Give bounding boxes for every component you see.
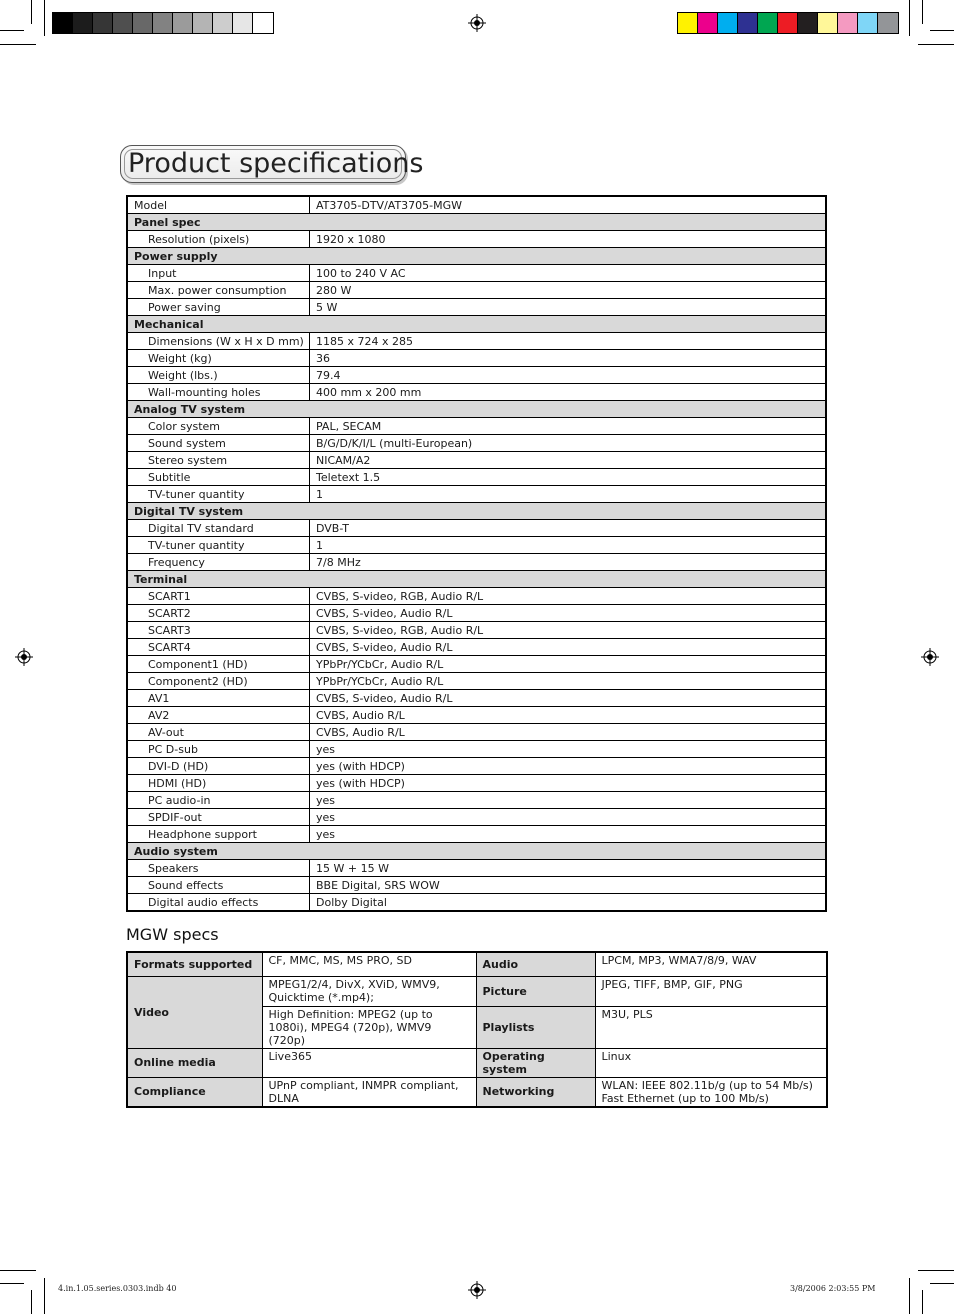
table-row: [127, 299, 826, 316]
spec-value: 400 mm x 200 mm: [310, 384, 827, 401]
spec-label: PC audio-in: [127, 792, 310, 809]
section-header-row: [127, 401, 826, 418]
registration-mark-icon: [468, 14, 486, 32]
table-row: [127, 724, 826, 741]
networking-label: Networking: [476, 1077, 595, 1107]
gray-swatch: [253, 13, 273, 33]
spec-label: Wall-mounting holes: [127, 384, 310, 401]
formats-value: CF, MMC, MS, MS PRO, SD: [262, 952, 476, 976]
registration-mark-icon: [468, 1281, 486, 1299]
crop-mark: [0, 30, 24, 31]
spec-label: Component2 (HD): [127, 673, 310, 690]
table-row: [127, 469, 826, 486]
spec-value: NICAM/A2: [310, 452, 827, 469]
color-swatch: [778, 13, 798, 33]
spec-label: Sound system: [127, 435, 310, 452]
page-title: Product specifications: [128, 148, 424, 179]
crop-mark: [930, 30, 954, 31]
grayscale-bar: [52, 12, 274, 34]
networking-value-line: WLAN: IEEE 802.11b/g (up to 54 Mb/s): [601, 1078, 813, 1092]
crop-mark: [31, 1290, 32, 1314]
table-row: [127, 367, 826, 384]
spec-value: yes: [310, 809, 827, 826]
video-label: Video: [127, 976, 262, 1048]
color-swatch: [738, 13, 758, 33]
gray-swatch: [193, 13, 213, 33]
table-row: [127, 639, 826, 656]
section-header-row: [127, 248, 826, 265]
crop-mark: [31, 0, 32, 24]
spec-value: 5 W: [310, 299, 827, 316]
gray-swatch: [153, 13, 173, 33]
spec-label: SPDIF-out: [127, 809, 310, 826]
spec-value: yes (with HDCP): [310, 775, 827, 792]
section-header: Panel spec: [127, 214, 826, 231]
spec-value: 1: [310, 486, 827, 503]
table-row: [127, 952, 827, 976]
spec-value: YPbPr/YCbCr, Audio R/L: [310, 656, 827, 673]
registration-mark-icon: [15, 648, 33, 666]
section-header-row: [127, 316, 826, 333]
table-row: [127, 265, 826, 282]
table-row: [127, 588, 826, 605]
spec-label: Weight (kg): [127, 350, 310, 367]
table-row: [127, 1048, 827, 1077]
spec-value: CVBS, S-video, RGB, Audio R/L: [310, 588, 827, 605]
table-row: [127, 196, 826, 214]
crop-mark: [0, 1283, 24, 1284]
footer-file: 4.in.1.05.series.0303.indb 40: [58, 1284, 177, 1293]
spec-value: 100 to 240 V AC: [310, 265, 827, 282]
color-swatch: [758, 13, 778, 33]
spec-label: HDMI (HD): [127, 775, 310, 792]
compliance-label: Compliance: [127, 1077, 262, 1107]
table-row: [127, 537, 826, 554]
spec-value: 15 W + 15 W: [310, 860, 827, 877]
spec-label: SCART3: [127, 622, 310, 639]
spec-label: Headphone support: [127, 826, 310, 843]
registration-mark-icon: [921, 648, 939, 666]
crop-mark: [0, 1270, 36, 1271]
footer-timestamp: 3/8/2006 2:03:55 PM: [790, 1284, 876, 1293]
audio-value: LPCM, MP3, WMA7/8/9, WAV: [595, 952, 827, 976]
spec-value: CVBS, S-video, RGB, Audio R/L: [310, 622, 827, 639]
spec-value: 1185 x 724 x 285: [310, 333, 827, 350]
spec-label: AV1: [127, 690, 310, 707]
spec-value: BBE Digital, SRS WOW: [310, 877, 827, 894]
table-row: [127, 775, 826, 792]
crop-mark: [930, 1283, 954, 1284]
networking-value: [595, 1077, 827, 1107]
spec-value: CVBS, Audio R/L: [310, 724, 827, 741]
spec-value: 1: [310, 537, 827, 554]
color-swatch: [698, 13, 718, 33]
spec-label: Digital TV standard: [127, 520, 310, 537]
spec-value: yes: [310, 741, 827, 758]
color-swatch: [798, 13, 818, 33]
section-header: Audio system: [127, 843, 826, 860]
color-swatch: [858, 13, 878, 33]
table-row: [127, 673, 826, 690]
section-header-row: [127, 571, 826, 588]
playlists-value: M3U, PLS: [595, 1006, 827, 1048]
spec-value: yes (with HDCP): [310, 758, 827, 775]
spec-label: Color system: [127, 418, 310, 435]
table-row: [127, 894, 826, 912]
spec-label: Resolution (pixels): [127, 231, 310, 248]
crop-mark: [918, 1270, 954, 1271]
spec-label: Stereo system: [127, 452, 310, 469]
section-header-row: [127, 503, 826, 520]
mgw-heading: MGW specs: [126, 925, 219, 944]
table-row: [127, 282, 826, 299]
spec-value: 36: [310, 350, 827, 367]
spec-label: SCART1: [127, 588, 310, 605]
crop-mark: [922, 0, 923, 24]
color-swatch: [818, 13, 838, 33]
spec-value: 1920 x 1080: [310, 231, 827, 248]
networking-value-line: Fast Ethernet (up to 100 Mb/s): [601, 1091, 769, 1105]
section-header: Power supply: [127, 248, 826, 265]
table-row: [127, 605, 826, 622]
spec-value: Teletext 1.5: [310, 469, 827, 486]
spec-label: Model: [127, 196, 310, 214]
spec-value: YPbPr/YCbCr, Audio R/L: [310, 673, 827, 690]
os-label: Operating system: [476, 1048, 595, 1077]
spec-label: Subtitle: [127, 469, 310, 486]
playlists-label: Playlists: [476, 1006, 595, 1048]
table-row: [127, 792, 826, 809]
spec-label: Power saving: [127, 299, 310, 316]
table-row: [127, 758, 826, 775]
table-row: [127, 707, 826, 724]
crop-mark: [44, 0, 45, 36]
spec-value: 7/8 MHz: [310, 554, 827, 571]
gray-swatch: [233, 13, 253, 33]
spec-value: CVBS, S-video, Audio R/L: [310, 605, 827, 622]
spec-label: SCART2: [127, 605, 310, 622]
table-row: [127, 826, 826, 843]
spec-label: PC D-sub: [127, 741, 310, 758]
table-row: [127, 520, 826, 537]
spec-label: Input: [127, 265, 310, 282]
spec-label: Dimensions (W x H x D mm): [127, 333, 310, 350]
section-header: Terminal: [127, 571, 826, 588]
crop-mark: [918, 44, 954, 45]
spec-label: Max. power consumption: [127, 282, 310, 299]
spec-value: 79.4: [310, 367, 827, 384]
crop-mark: [0, 44, 36, 45]
spec-label: Digital audio effects: [127, 894, 310, 912]
gray-swatch: [93, 13, 113, 33]
table-row: [127, 976, 827, 1006]
color-bar: [677, 12, 899, 34]
spec-value: CVBS, S-video, Audio R/L: [310, 690, 827, 707]
table-row: [127, 384, 826, 401]
online-value: Live365: [262, 1048, 476, 1077]
gray-swatch: [173, 13, 193, 33]
crop-mark: [922, 1290, 923, 1314]
table-row: [127, 350, 826, 367]
picture-label: Picture: [476, 976, 595, 1006]
spec-value: yes: [310, 826, 827, 843]
crop-mark: [44, 1278, 45, 1314]
table-row: [127, 877, 826, 894]
table-row: [127, 1077, 827, 1107]
table-row: [127, 231, 826, 248]
formats-label: Formats supported: [127, 952, 262, 976]
table-row: [127, 860, 826, 877]
gray-swatch: [73, 13, 93, 33]
spec-value: PAL, SECAM: [310, 418, 827, 435]
spec-label: Component1 (HD): [127, 656, 310, 673]
audio-label: Audio: [476, 952, 595, 976]
picture-value: JPEG, TIFF, BMP, GIF, PNG: [595, 976, 827, 1006]
spec-label: SCART4: [127, 639, 310, 656]
table-row: [127, 809, 826, 826]
gray-swatch: [213, 13, 233, 33]
spec-label: Sound effects: [127, 877, 310, 894]
gray-swatch: [133, 13, 153, 33]
compliance-value: UPnP compliant, INMPR compliant, DLNA: [262, 1077, 476, 1107]
spec-label: TV-tuner quantity: [127, 486, 310, 503]
table-row: [127, 486, 826, 503]
table-row: [127, 690, 826, 707]
spec-label: TV-tuner quantity: [127, 537, 310, 554]
crop-mark: [909, 1278, 910, 1314]
color-swatch: [678, 13, 698, 33]
os-value: Linux: [595, 1048, 827, 1077]
mgw-table: [126, 951, 828, 1108]
section-header: Mechanical: [127, 316, 826, 333]
spec-label: Weight (lbs.): [127, 367, 310, 384]
gray-swatch: [53, 13, 73, 33]
spec-label: Frequency: [127, 554, 310, 571]
spec-value: CVBS, Audio R/L: [310, 707, 827, 724]
spec-label: Speakers: [127, 860, 310, 877]
spec-label: AV2: [127, 707, 310, 724]
spec-value: AT3705-DTV/AT3705-MGW: [310, 196, 827, 214]
table-row: [127, 333, 826, 350]
spec-value: 280 W: [310, 282, 827, 299]
spec-value: DVB-T: [310, 520, 827, 537]
section-header: Digital TV system: [127, 503, 826, 520]
table-row: [127, 418, 826, 435]
color-swatch: [838, 13, 858, 33]
spec-label: AV-out: [127, 724, 310, 741]
section-header: Analog TV system: [127, 401, 826, 418]
table-row: [127, 452, 826, 469]
table-row: [127, 741, 826, 758]
video-value-2: High Definition: MPEG2 (up to 1080i), MPEG4 (720p), WMV9 (720p): [262, 1006, 476, 1048]
spec-value: yes: [310, 792, 827, 809]
gray-swatch: [113, 13, 133, 33]
section-header-row: [127, 843, 826, 860]
color-swatch: [878, 13, 898, 33]
spec-value: Dolby Digital: [310, 894, 827, 912]
spec-value: B/G/D/K/I/L (multi-European): [310, 435, 827, 452]
online-label: Online media: [127, 1048, 262, 1077]
section-header-row: [127, 214, 826, 231]
spec-value: CVBS, S-video, Audio R/L: [310, 639, 827, 656]
spec-label: DVI-D (HD): [127, 758, 310, 775]
table-row: [127, 435, 826, 452]
crop-mark: [909, 0, 910, 36]
color-swatch: [718, 13, 738, 33]
spec-table: [126, 195, 827, 912]
table-row: [127, 622, 826, 639]
video-value-1: MPEG1/2/4, DivX, XViD, WMV9, Quicktime (*.mp4);: [262, 976, 476, 1006]
table-row: [127, 554, 826, 571]
table-row: [127, 656, 826, 673]
